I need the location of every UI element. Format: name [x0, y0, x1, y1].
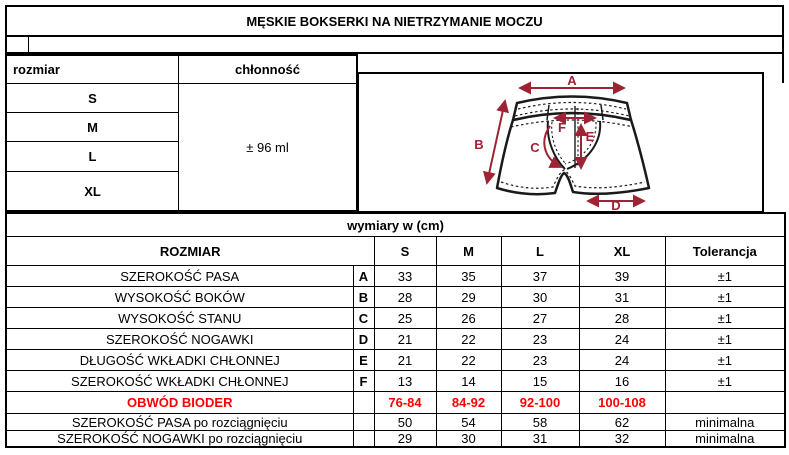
value-tolerance: ±1: [665, 350, 785, 371]
value-m: 22: [436, 329, 501, 350]
value-m: 54: [436, 414, 501, 431]
value-m: 26: [436, 308, 501, 329]
value-m: 14: [436, 371, 501, 392]
row-label: OBWÓD BIODER: [6, 392, 353, 414]
value-s: 29: [374, 431, 436, 448]
row-label: SZEROKOŚĆ PASA po rozciągnięciu: [6, 414, 353, 431]
dim-label-f: F: [558, 120, 566, 135]
value-s: 50: [374, 414, 436, 431]
page-title: MĘSKIE BOKSERKI NA NIETRZYMANIE MOCZU: [5, 5, 784, 37]
header-size-l: L: [501, 237, 579, 266]
value-xl: 39: [579, 266, 665, 287]
value-s: 25: [374, 308, 436, 329]
table-row: [6, 371, 785, 392]
row-letter: [353, 392, 374, 414]
value-xl: 24: [579, 350, 665, 371]
row-letter: A: [353, 266, 374, 287]
size-cell-m: M: [7, 113, 179, 142]
value-l: 58: [501, 414, 579, 431]
value-s: 13: [374, 371, 436, 392]
header-size-xl: XL: [579, 237, 665, 266]
value-tolerance: ±1: [665, 287, 785, 308]
row-label: SZEROKOŚĆ NOGAWKI: [6, 329, 353, 350]
value-l: 27: [501, 308, 579, 329]
value-xl: 62: [579, 414, 665, 431]
table-row: [6, 329, 785, 350]
table-row: [6, 350, 785, 371]
value-l: 37: [501, 266, 579, 287]
value-s: 28: [374, 287, 436, 308]
value-tolerance: minimalna: [665, 431, 785, 448]
header-size-s: S: [374, 237, 436, 266]
row-label: SZEROKOŚĆ WKŁADKI CHŁONNEJ: [6, 371, 353, 392]
value-tolerance: ±1: [665, 266, 785, 287]
value-xl: 28: [579, 308, 665, 329]
boxer-shorts-drawing: [497, 97, 649, 195]
boxer-measurement-diagram: [359, 74, 762, 211]
value-m: 35: [436, 266, 501, 287]
dim-label-d: D: [611, 198, 621, 211]
row-letter: D: [353, 329, 374, 350]
value-tolerance: ±1: [665, 371, 785, 392]
spacer-row: [5, 35, 784, 54]
value-m: 84-92: [436, 392, 501, 414]
dim-label-e: E: [585, 129, 595, 144]
value-m: 22: [436, 350, 501, 371]
row-label: SZEROKOŚĆ PASA: [6, 266, 353, 287]
dimensions-table: [5, 212, 786, 448]
row-letter: B: [353, 287, 374, 308]
table-row: [6, 414, 785, 431]
value-l: 31: [501, 431, 579, 448]
value-s: 76-84: [374, 392, 436, 414]
value-l: 23: [501, 350, 579, 371]
value-s: 21: [374, 350, 436, 371]
row-letter: E: [353, 350, 374, 371]
header-tolerance: Tolerancja: [665, 237, 785, 266]
boxer-diagram-box: [357, 72, 764, 213]
size-cell-s: S: [7, 84, 179, 113]
grid-tick: [28, 37, 29, 52]
dim-label-b: B: [474, 137, 484, 152]
row-label: SZEROKOŚĆ NOGAWKI po rozciągnięciu: [6, 431, 353, 448]
value-xl: 31: [579, 287, 665, 308]
right-border-segment: [782, 54, 784, 83]
value-xl: 24: [579, 329, 665, 350]
size-cell-l: L: [7, 142, 179, 172]
row-letter: [353, 431, 374, 448]
dim-label-c: C: [530, 140, 540, 155]
value-xl: 100-108: [579, 392, 665, 414]
value-s: 21: [374, 329, 436, 350]
header-size-m: M: [436, 237, 501, 266]
value-tolerance: [665, 392, 785, 414]
value-s: 33: [374, 266, 436, 287]
table-row: [6, 308, 785, 329]
dim-label-a: A: [567, 74, 577, 88]
row-letter: F: [353, 371, 374, 392]
value-l: 23: [501, 329, 579, 350]
row-letter: [353, 414, 374, 431]
table-row: [6, 287, 785, 308]
absorbency-value: ± 96 ml: [246, 139, 289, 155]
table-row: [6, 266, 785, 287]
row-label: DŁUGOŚĆ WKŁADKI CHŁONNEJ: [6, 350, 353, 371]
size-cell-xl: XL: [7, 172, 179, 210]
row-label: WYSOKOŚĆ STANU: [6, 308, 353, 329]
value-tolerance: ±1: [665, 308, 785, 329]
value-tolerance: ±1: [665, 329, 785, 350]
size-column-header: rozmiar: [7, 56, 179, 84]
size-absorbency-table: [5, 54, 358, 212]
value-xl: 16: [579, 371, 665, 392]
header-rozmiar: ROZMIAR: [6, 237, 374, 266]
table-row: [6, 431, 785, 448]
value-l: 15: [501, 371, 579, 392]
table-row-highlight: [6, 392, 785, 414]
value-l: 30: [501, 287, 579, 308]
row-label: WYSOKOŚĆ BOKÓW: [6, 287, 353, 308]
row-letter: C: [353, 308, 374, 329]
value-tolerance: minimalna: [665, 414, 785, 431]
section-title: wymiary w (cm): [6, 213, 785, 237]
value-l: 92-100: [501, 392, 579, 414]
absorbency-column-header: chłonność: [179, 56, 356, 84]
value-m: 30: [436, 431, 501, 448]
value-xl: 32: [579, 431, 665, 448]
value-m: 29: [436, 287, 501, 308]
